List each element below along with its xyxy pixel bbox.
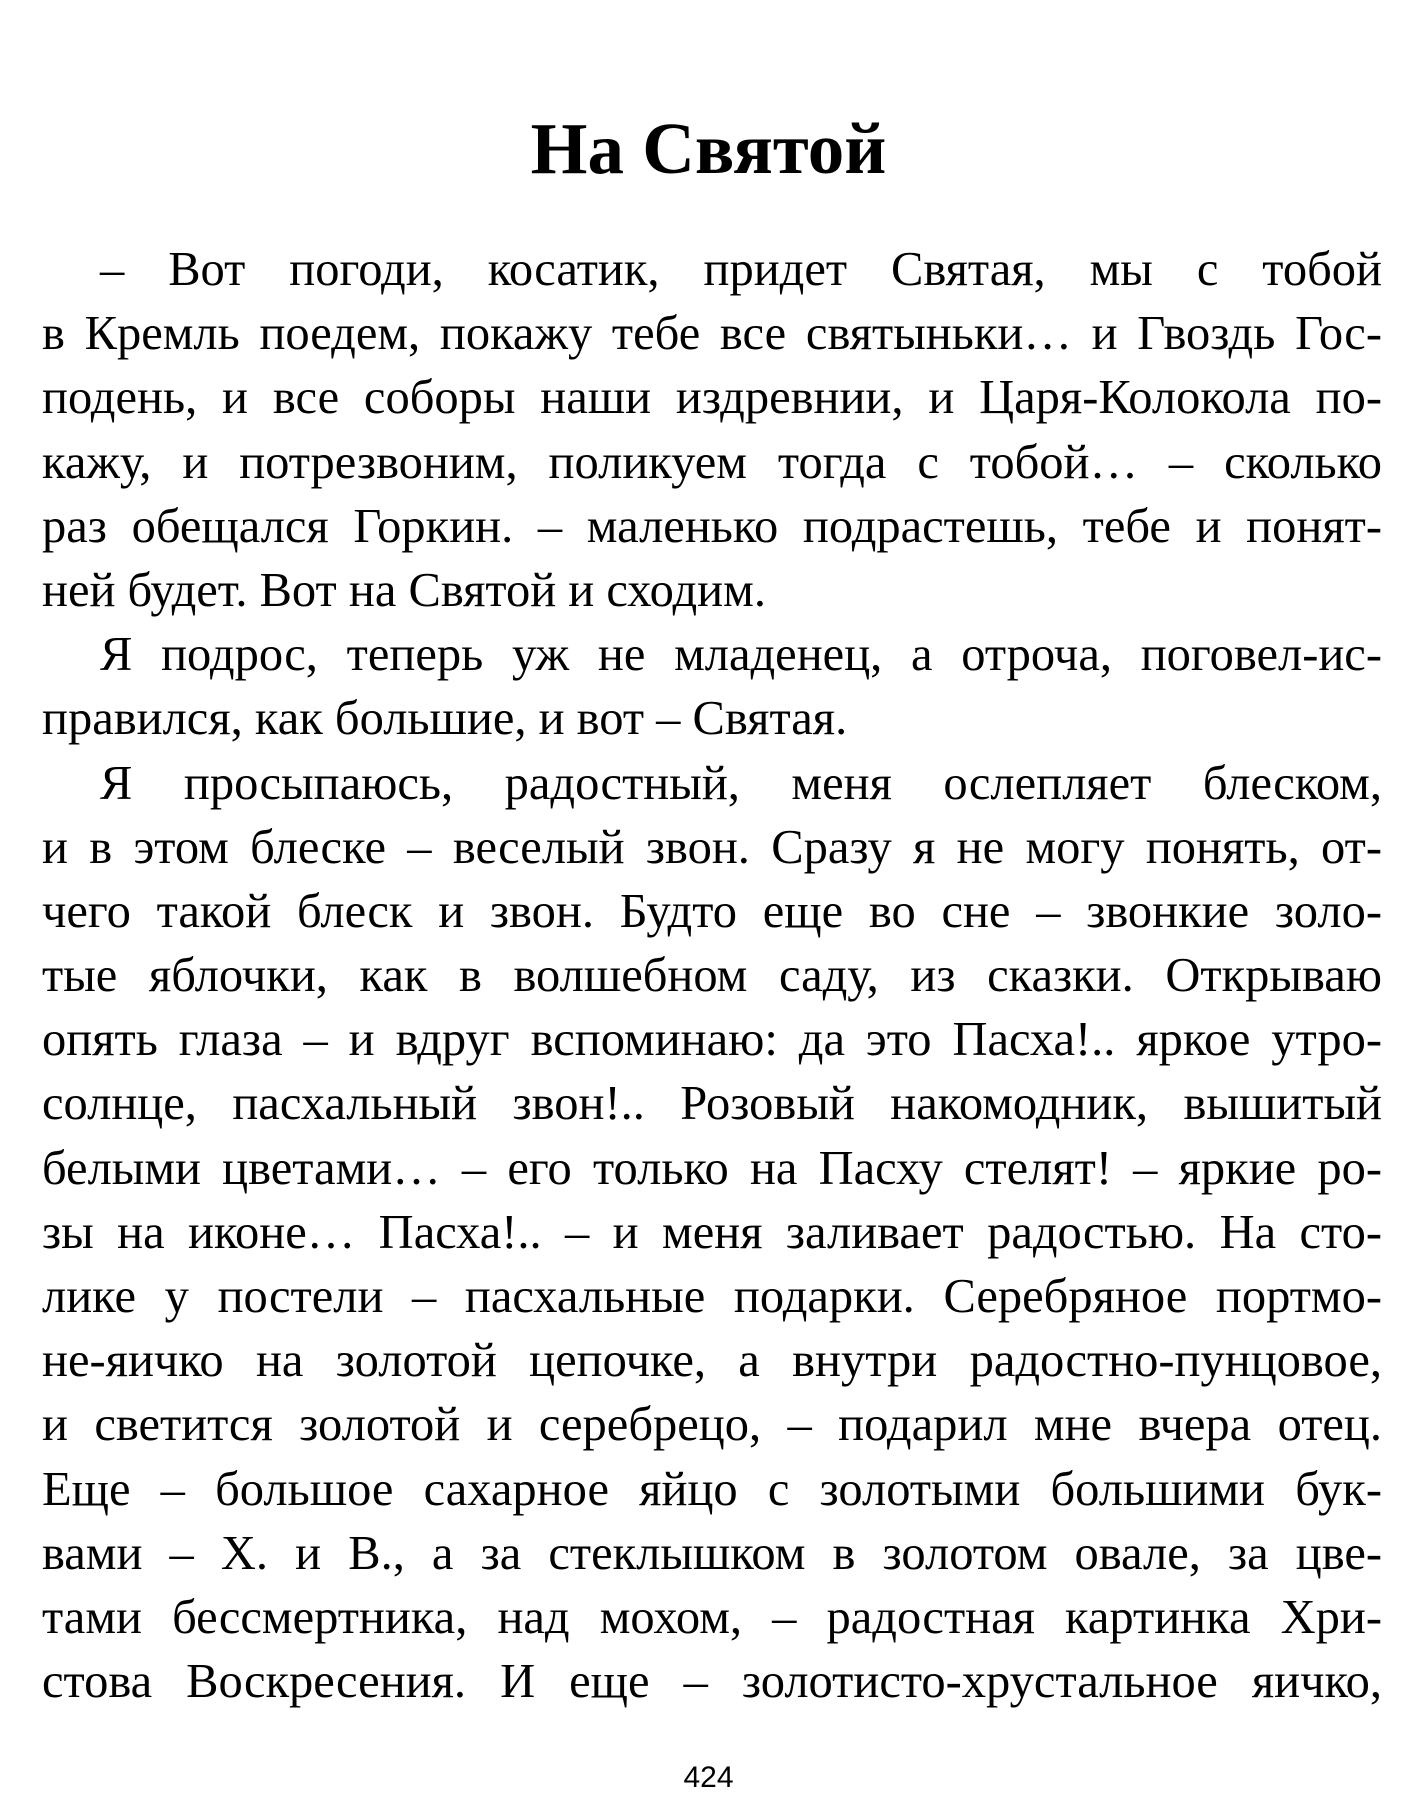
text-line: зы на иконе… Пасха!.. – и меня заливает радостью. На сто- bbox=[42, 1205, 1382, 1259]
paragraph bbox=[42, 752, 1382, 1715]
text-line: стова Воскресения. И еще – золотисто-хрустальное яичко, bbox=[42, 1655, 1382, 1709]
text-line: солнце, пасхальный звон!.. Розовый накомодник, вышитый bbox=[42, 1077, 1382, 1131]
text-line: тами бессмертника, над мохом, – радостная картинка Хри- bbox=[42, 1590, 1382, 1644]
text-line: кажу, и потрезвоним, поликуем тогда с тобой… – сколько bbox=[42, 435, 1382, 489]
text-line: не-яичко на золотой цепочке, а внутри радостно-пунцовое, bbox=[42, 1334, 1382, 1388]
text-line: вами – Х. и В., а за стеклышком в золотом овале, за цве- bbox=[42, 1526, 1382, 1580]
text-line: Я просыпаюсь, радостный, меня ослепляет блеском, bbox=[100, 756, 1382, 810]
text-line: и в этом блеске – веселый звон. Сразу я не могу понять, от- bbox=[42, 820, 1382, 874]
text-line: подень, и все соборы наши издревнии, и Царя-Колокола по- bbox=[42, 371, 1382, 425]
chapter-title: На Святой bbox=[530, 108, 887, 189]
text-line: раз обещался Горкин. – маленько подрастешь, тебе и понят- bbox=[42, 499, 1382, 553]
paragraph bbox=[42, 623, 1382, 751]
page-number: 424 bbox=[683, 1761, 734, 1794]
text-line: опять глаза – и вдруг вспоминаю: да это Пасха!.. яркое утро- bbox=[42, 1013, 1382, 1067]
text-line: и светится золотой и серебрецо, – подарил мне вчера отец. bbox=[42, 1398, 1382, 1452]
text-line: лике у постели – пасхальные подарки. Серебряное портмо- bbox=[42, 1270, 1382, 1323]
text-line: ней будет. Вот на Святой и сходим. bbox=[42, 563, 766, 617]
body-text bbox=[42, 238, 1382, 1714]
text-line: Я подрос, теперь уж не младенец, а отроча, поговел-ис- bbox=[100, 628, 1382, 682]
text-line: – Вот погоди, косатик, придет Святая, мы с тобой bbox=[100, 243, 1382, 296]
text-line: чего такой блеск и звон. Будто еще во сне – звонкие золо- bbox=[42, 884, 1382, 938]
text-line: белыми цветами… – его только на Пасху стелят! – яркие ро- bbox=[42, 1141, 1382, 1195]
text-line: тые яблочки, как в волшебном саду, из сказки. Открываю bbox=[42, 949, 1382, 1003]
text-line: в Кремль поедем, покажу тебе все святыньки… и Гвоздь Гос- bbox=[42, 307, 1382, 361]
text-line: правился, как большие, и вот – Святая. bbox=[42, 692, 848, 746]
paragraph bbox=[42, 238, 1382, 623]
text-line: Еще – большое сахарное яйцо с золотыми большими бук- bbox=[42, 1462, 1382, 1516]
